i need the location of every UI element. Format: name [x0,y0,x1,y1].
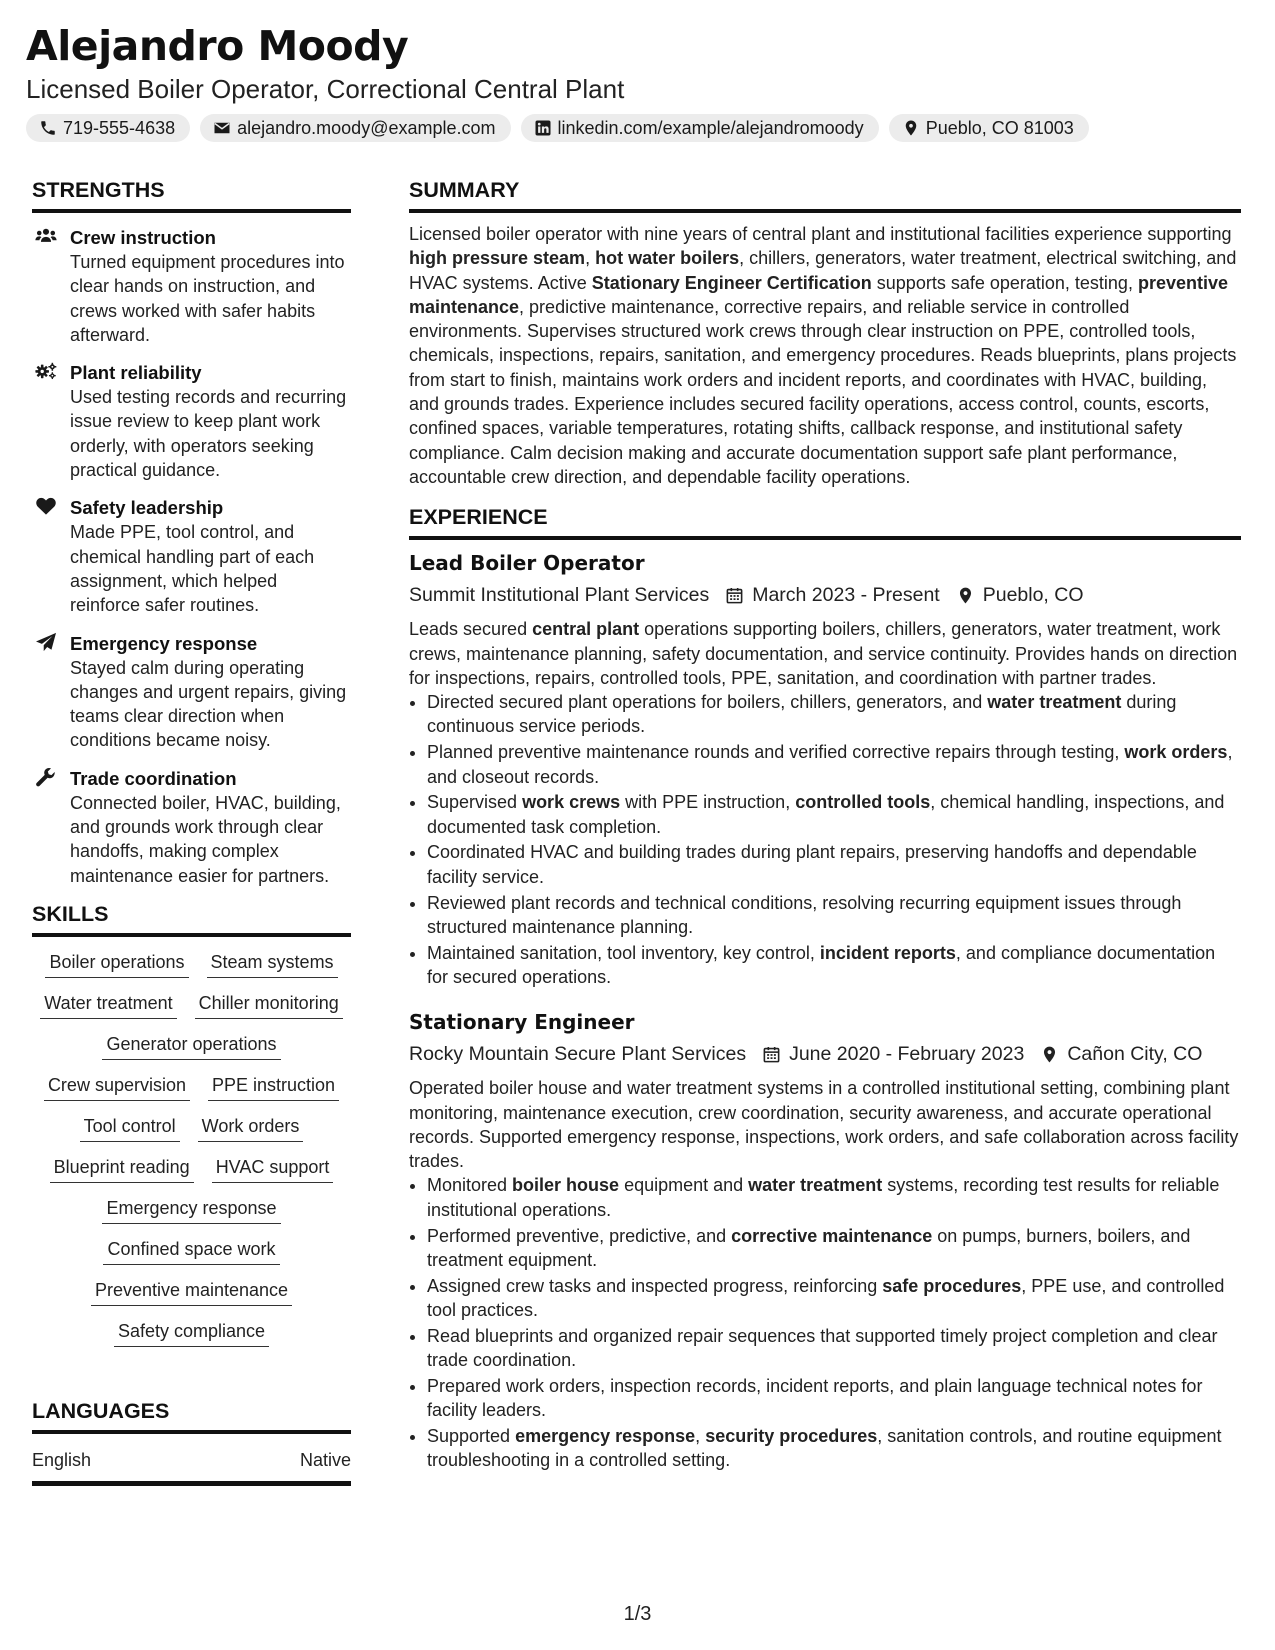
skill-tag: Chiller monitoring [195,992,343,1019]
languages-heading: LANGUAGES [32,1399,351,1434]
job-bullet: • Maintained sanitation, tool inventory, key control, incident reports, and compliance documentation for secured operations. [427,941,1241,990]
strength-item [32,631,351,753]
location-pin-icon [902,119,920,137]
job-bullet: • Assigned crew tasks and inspected progress, reinforcing safe procedures, PPE use, and controlled tool practices. [427,1274,1241,1323]
skill-tag: Emergency response [102,1197,280,1224]
emphasis-text: safe procedures [882,1275,1022,1296]
experience-heading: EXPERIENCE [409,505,1241,540]
contact-email-text: alejandro.moody@example.com [237,117,496,138]
skill-tag: Generator operations [102,1033,280,1060]
job-location: Pueblo, CO [982,584,1084,607]
emphasis-text: hot water boilers [595,248,740,269]
strength-desc: Stayed calm during operating changes and urgent repairs, giving teams clear direction when conditions became noisy. [70,657,347,751]
location-pin-icon [956,586,975,605]
skill-tag: PPE instruction [208,1074,339,1101]
candidate-name: Alejandro Moody [26,22,409,70]
strength-item [32,495,351,617]
strengths-heading: STRENGTHS [32,178,351,213]
calendar-icon [725,586,744,605]
job-company: Rocky Mountain Secure Plant Services [409,1043,747,1066]
skill-tag: Confined space work [103,1238,279,1265]
job-bullet: • Performed preventive, predictive, and corrective maintenance on pumps, burners, boilers, and treatment equipment. [427,1224,1241,1273]
job-bullet: • Supported emergency response, security procedures, sanitation controls, and routine equipment troubleshooting in a controlled setting. [427,1424,1241,1473]
summary-heading: SUMMARY [409,178,1241,213]
strength-title: Crew instruction [70,227,216,248]
right-column [409,178,1241,1474]
contact-linkedin-text: linkedin.com/example/alejandromoody [557,117,864,138]
job-company: Summit Institutional Plant Services [409,584,710,607]
wrench-icon [35,767,57,787]
linkedin-icon [534,119,552,137]
page-number: 1/3 [623,1603,652,1625]
summary-text: Licensed boiler operator with nine years of central plant and institutional facilities experience supporting high pressure steam, hot water boilers, chillers, generators, water treatment, electrical switching, and HVAC systems. Active Stationary Engineer Certification supports safe operation, testing, preventive maintenance, predictive maintenance, corrective repairs, and reliable service in controlled environments. Supervises structured work crews through clear instruction on PPE, controlled tools, chemicals, inspections, repairs, sanitation, and emergency procedures. Reads blueprints, plans projects from start to finish, maintains work orders and incident reports, and coordinates with HVAC, building, and grounds trades. Experience includes secured facility operations, access control, counts, escorts, confined spaces, variable temperatures, rotating shifts, callback response, and institutional safety compliance. Calm decision making and accurate documentation support safe plant performance, accountable crew direction, and dependable facility operations. [409,224,1237,487]
job-dates: March 2023 - Present [752,584,940,607]
job-bullet: • Prepared work orders, inspection records, incident reports, and plain language technical notes for facility leaders. [427,1374,1241,1423]
strength-item [32,225,351,347]
job-entry [409,549,1241,989]
strength-title: Emergency response [70,632,258,654]
left-column [32,178,351,1486]
job-dates: June 2020 - February 2023 [789,1043,1025,1066]
strength-desc: Connected boiler, HVAC, building, and grounds work through clear handoffs, making complex maintenance easier for partners. [70,792,341,886]
job-bullet: • Directed secured plant operations for boilers, chillers, generators, and water treatment during continuous service periods. [427,690,1241,739]
skill-tag: Blueprint reading [50,1156,194,1183]
skills-list [32,937,351,1361]
users-icon [35,226,57,246]
contact-email[interactable] [200,114,510,142]
skill-tag: Preventive maintenance [91,1279,292,1306]
emphasis-text: work crews [522,792,621,813]
skill-tag: Work orders [198,1115,304,1142]
emphasis-text: emergency response [515,1425,696,1446]
job-bullet: • Coordinated HVAC and building trades during plant repairs, preserving handoffs and dependable facility service. [427,840,1241,889]
emphasis-text: security procedures [705,1425,878,1446]
job-bullet: • Planned preventive maintenance rounds and verified corrective repairs through testing, work orders, and closeout records. [427,740,1241,789]
paper-plane-icon [35,632,57,652]
strength-item [32,766,351,888]
job-meta [409,1040,1241,1068]
skills-heading: SKILLS [32,902,351,937]
job-description: Leads secured central plant operations supporting boilers, chillers, generators, water treatment, work crews, maintenance planning, safety documentation, and service continuity. Provides hands on direction for inspections, repairs, controlled tools, PPE, sanitation, and coordination with partner trades. [409,619,1238,688]
emphasis-text: Stationary Engineer Certification [591,272,872,293]
contact-linkedin[interactable] [521,114,879,142]
skill-tag: Safety compliance [114,1320,269,1347]
strength-title: Plant reliability [70,362,202,384]
contact-bar [26,114,1089,142]
emphasis-text: boiler house [512,1175,620,1196]
job-description: Operated boiler house and water treatment systems in a controlled institutional setting, combining plant monitoring, maintenance execution, crew coordination, security awareness, and accurate operational records. Supported emergency response, inspections, work orders, and safe collaboration across facility trades. [409,1078,1239,1172]
heart-icon [35,496,57,516]
job-bullets [409,690,1241,989]
emphasis-text: water treatment [987,692,1122,713]
contact-phone-text: 719-555-4638 [63,117,176,138]
calendar-icon [762,1045,781,1064]
emphasis-text: controlled tools [795,792,931,813]
skill-tag: Tool control [80,1115,180,1142]
strength-desc: Turned equipment procedures into clear hands on instruction, and crews worked with safer habits afterward. [70,252,345,345]
strength-desc: Made PPE, tool control, and chemical handling part of each assignment, which helped reinforce safer routines. [70,522,315,616]
location-pin-icon [1040,1045,1059,1064]
emphasis-text: preventive maintenance [409,272,1228,317]
contact-location-text: Pueblo, CO 81003 [925,117,1074,138]
strength-desc: Used testing records and recurring issue review to keep plant work orderly, with operators seeking practical guidance. [70,387,347,481]
language-level: Native [299,1449,351,1470]
job-bullets [409,1173,1241,1472]
job-title: Lead Boiler Operator [409,551,645,576]
gears-icon [35,361,57,381]
job-title: Stationary Engineer [409,1010,635,1035]
envelope-icon [213,119,231,137]
job-meta [409,581,1241,609]
phone-icon [39,119,57,137]
emphasis-text: central plant [532,619,640,640]
emphasis-text: incident reports [819,942,956,963]
strength-title: Trade coordination [70,767,237,789]
emphasis-text: high pressure steam [409,248,586,269]
contact-phone[interactable] [26,114,190,142]
skill-tag: HVAC support [212,1156,334,1183]
skill-tag: Steam systems [207,951,338,978]
language-name: English [32,1449,92,1470]
strength-title: Safety leadership [70,497,224,519]
skill-tag: Water treatment [40,992,176,1019]
strength-item [32,360,351,482]
emphasis-text: water treatment [748,1175,883,1196]
job-bullet: • Monitored boiler house equipment and water treatment systems, recording test results for reliable institutional operations. [427,1173,1241,1222]
job-bullet: • Reviewed plant records and technical conditions, resolving recurring equipment issues through structured maintenance planning. [427,891,1241,940]
emphasis-text: work orders [1124,742,1228,763]
skill-tag: Crew supervision [44,1074,190,1101]
job-location: Cañon City, CO [1067,1043,1203,1066]
job-bullet: • Read blueprints and organized repair sequences that supported timely project completion and clear trade coordination. [427,1324,1241,1373]
strengths-list [32,225,351,888]
job-bullet: • Supervised work crews with PPE instruction, controlled tools, chemical handling, inspections, and documented task completion. [427,790,1241,839]
candidate-headline: Licensed Boiler Operator, Correctional Central Plant [26,74,625,104]
skill-tag: Boiler operations [45,951,188,978]
job-entry [409,1008,1241,1472]
emphasis-text: corrective maintenance [731,1225,933,1246]
contact-location[interactable] [889,114,1089,142]
language-row [32,1434,351,1486]
